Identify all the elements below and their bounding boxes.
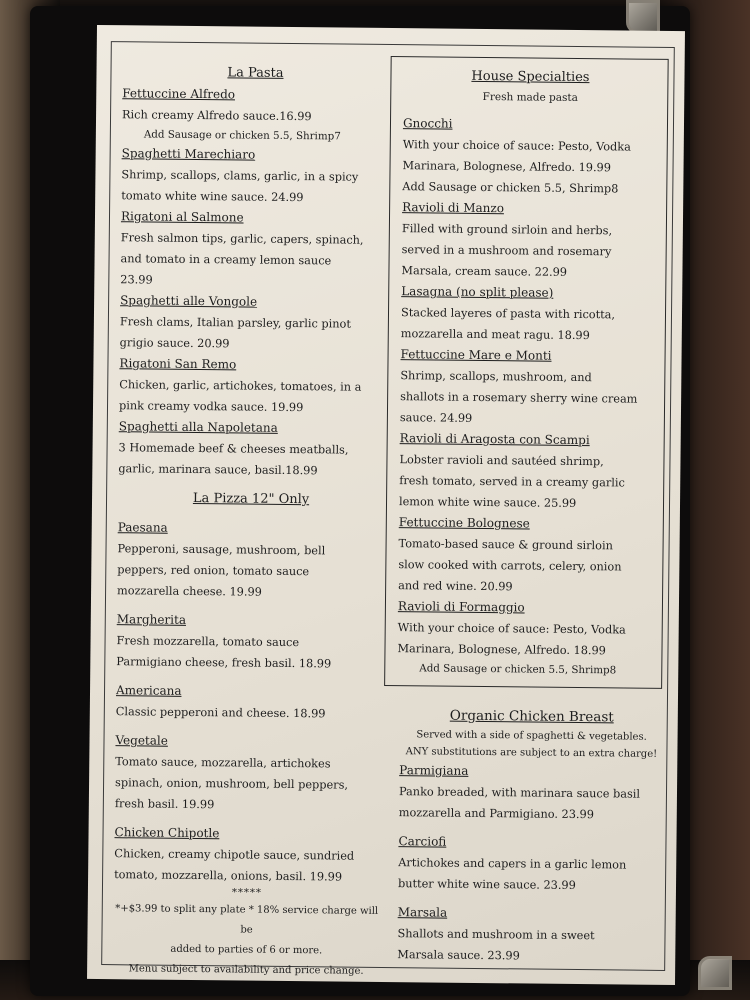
specialty-item-desc: Marsala, cream sauce. 22.99: [401, 264, 568, 279]
specialty-item-desc: shallots in a rosemary sherry wine cream: [400, 390, 638, 406]
pasta-item-desc: Chicken, garlic, artichokes, tomatoes, in a: [119, 378, 362, 394]
menu-page: [87, 25, 685, 985]
pasta-item-addon: Add Sausage or chicken 5.5, Shrimp7: [143, 128, 341, 143]
pizza-item-name: Americana: [115, 683, 182, 698]
specialty-item-desc: Marinara, Bolognese, Alfredo. 19.99: [402, 159, 612, 175]
chicken-item-desc: butter white wine sauce. 23.99: [397, 877, 576, 893]
specialty-item-desc: mozzarella and meat ragu. 18.99: [400, 327, 590, 343]
availability-note: Menu subject to availability and price change.: [128, 963, 364, 977]
specialty-item-desc: lemon white wine sauce. 25.99: [398, 495, 577, 510]
pasta-item: [120, 206, 387, 293]
specialty-item-desc: Stacked layeres of pasta with ricotta,: [400, 306, 616, 322]
specialty-item: [402, 113, 657, 200]
corner-protector-top: [626, 0, 660, 34]
specialty-item-desc: With your choice of sauce: Pesto, Vodka: [397, 621, 626, 637]
pasta-item: [122, 83, 389, 146]
chicken-item-name: Marsala: [397, 905, 448, 920]
specialty-item-name: Fettuccine Bolognese: [398, 515, 530, 531]
specialty-item-desc: and red wine. 20.99: [398, 579, 513, 594]
chicken-substitution-note: ANY substitutions are subject to an extra charge!: [405, 746, 658, 760]
pasta-item-desc: Rich creamy Alfredo sauce.16.99: [122, 108, 312, 124]
pasta-item-name: Spaghetti alle Vongole: [120, 293, 258, 309]
specialty-item-desc: slow cooked with carrots, celery, onion: [398, 558, 622, 574]
pasta-item-desc: Fresh clams, Italian parsley, garlic pinot: [119, 315, 351, 331]
chicken-section: [379, 704, 664, 968]
pizza-item: [117, 517, 384, 604]
specialty-item-desc: fresh tomato, served in a creamy garlic: [399, 474, 625, 490]
pizza-item-desc: Chicken, creamy chipotle sauce, sundried: [114, 847, 355, 863]
pizza-item-desc: mozzarella cheese. 19.99: [117, 584, 262, 599]
specialty-item-desc: sauce. 24.99: [399, 411, 473, 425]
chicken-item-desc: mozzarella and Parmigiano. 23.99: [398, 806, 595, 822]
pasta-item-desc: and tomato in a creamy lemon sauce: [120, 252, 332, 268]
pizza-item-desc: tomato, mozzarella, onions, basil. 19.99: [114, 868, 343, 884]
specialty-item-desc: Lobster ravioli and sautéed shrimp,: [399, 453, 604, 469]
pizza-item: [114, 822, 381, 888]
pizza-item: [116, 680, 382, 725]
chicken-item-desc: Artichokes and capers in a garlic lemon: [398, 856, 627, 872]
pasta-item-desc: tomato white wine sauce. 24.99: [121, 189, 304, 205]
pizza-item: [115, 730, 382, 817]
pizza-item-name: Margherita: [116, 612, 187, 627]
chicken-item-desc: Marsala sauce. 23.99: [397, 948, 520, 963]
specialty-item-desc: Marinara, Bolognese, Alfredo. 18.99: [397, 642, 606, 658]
pasta-section-title: La Pasta: [227, 65, 284, 81]
chicken-section-title: Organic Chicken Breast: [449, 707, 614, 726]
pasta-item-name: Spaghetti Marechiaro: [121, 146, 256, 162]
left-column: [113, 61, 389, 982]
pizza-item-desc: spinach, onion, mushroom, bell peppers,: [115, 776, 349, 792]
pasta-item: [121, 143, 388, 209]
pizza-item-desc: Tomato sauce, mozzarella, artichokes: [115, 755, 331, 771]
pasta-item-name: Rigatoni San Remo: [119, 356, 237, 372]
specialty-item-name: Fettuccine Mare e Monti: [400, 347, 552, 363]
specialty-item: [398, 512, 653, 599]
pasta-item-desc: Fresh salmon tips, garlic, capers, spinach,: [120, 231, 364, 247]
chicken-subtitle: Served with a side of spaghetti & vegetables.: [416, 729, 647, 743]
pizza-section-title: La Pizza 12" Only: [192, 490, 310, 508]
separator-stars: *****: [231, 887, 262, 899]
specialties-subtitle: Fresh made pasta: [482, 90, 579, 104]
pasta-item-desc: pink creamy vodka sauce. 19.99: [118, 399, 304, 415]
corner-protector-bottom: [698, 956, 732, 990]
party-size-note: added to parties of 6 or more.: [170, 943, 323, 957]
specialty-item-name: Ravioli di Manzo: [402, 200, 505, 216]
specialty-item: [401, 281, 656, 347]
pizza-item-desc: Parmigiano cheese, fresh basil. 18.99: [116, 655, 332, 671]
pasta-item-desc: grigio sauce. 20.99: [119, 336, 230, 351]
chicken-item-name: Parmigiana: [399, 763, 469, 778]
pizza-item-desc: peppers, red onion, tomato sauce: [117, 563, 310, 579]
specialty-item-desc: served in a mushroom and rosemary: [401, 243, 612, 259]
pizza-item-name: Vegetale: [115, 733, 168, 748]
chicken-item-name: Carciofi: [398, 834, 447, 849]
specialty-item-name: Lasagna (no split please): [401, 284, 554, 300]
specialty-item: [400, 344, 655, 431]
pizza-item-name: Paesana: [117, 520, 168, 535]
pizza-item-desc: Classic pepperoni and cheese. 18.99: [115, 705, 326, 721]
chicken-item: [398, 831, 663, 897]
pizza-item-desc: Fresh mozzarella, tomato sauce: [116, 634, 300, 650]
pasta-item-desc: 23.99: [120, 273, 153, 287]
pizza-item-desc: fresh basil. 19.99: [114, 797, 215, 812]
pasta-item: [118, 416, 385, 482]
house-specialties-box: [384, 56, 669, 689]
chicken-item: [399, 760, 664, 826]
specialty-item-addon: Add Sausage or chicken 5.5, Shrimp8: [419, 662, 617, 677]
chicken-item: [397, 902, 662, 968]
chicken-item-desc: Panko breaded, with marinara sauce basil: [398, 785, 641, 801]
chicken-item-desc: Shallots and mushroom in a sweet: [397, 927, 595, 943]
pasta-item-desc: 3 Homemade beef & cheeses meatballs,: [118, 441, 349, 457]
specialty-item-desc: Filled with ground sirloin and herbs,: [401, 222, 613, 238]
pasta-item-name: Spaghetti alla Napoletana: [118, 419, 278, 435]
specialty-item-desc: Tomato-based sauce & ground sirloin: [398, 537, 613, 553]
specialty-item-desc: Add Sausage or chicken 5.5, Shrimp8: [402, 180, 619, 196]
specialties-section-title: House Specialties: [471, 68, 590, 86]
pasta-item-desc: garlic, marinara sauce, basil.18.99: [118, 462, 318, 478]
pizza-item: [116, 609, 383, 675]
pizza-item-name: Chicken Chipotle: [114, 825, 220, 841]
specialty-item-name: Ravioli di Formaggio: [397, 599, 525, 615]
pizza-item-desc: Pepperoni, sausage, mushroom, bell: [117, 542, 326, 558]
specialty-item: [397, 596, 652, 680]
specialty-item: [401, 197, 656, 284]
specialty-item: [399, 428, 654, 515]
pasta-item: [120, 290, 387, 356]
pasta-item-desc: Shrimp, scallops, clams, garlic, in a spicy: [121, 168, 359, 184]
specialty-item-desc: With your choice of sauce: Pesto, Vodka: [402, 138, 631, 154]
pasta-item-name: Rigatoni al Salmone: [120, 209, 244, 225]
pasta-item-name: Fettuccine Alfredo: [122, 86, 236, 102]
specialty-item-desc: Shrimp, scallops, mushroom, and: [400, 369, 592, 385]
pasta-item: [119, 353, 386, 419]
specialty-item-name: Ravioli di Aragosta con Scampi: [399, 431, 590, 448]
split-charge-note: *+$3.99 to split any plate * 18% service charge will be: [115, 903, 379, 936]
specialty-item-name: Gnocchi: [402, 116, 453, 131]
right-column: [379, 56, 671, 968]
